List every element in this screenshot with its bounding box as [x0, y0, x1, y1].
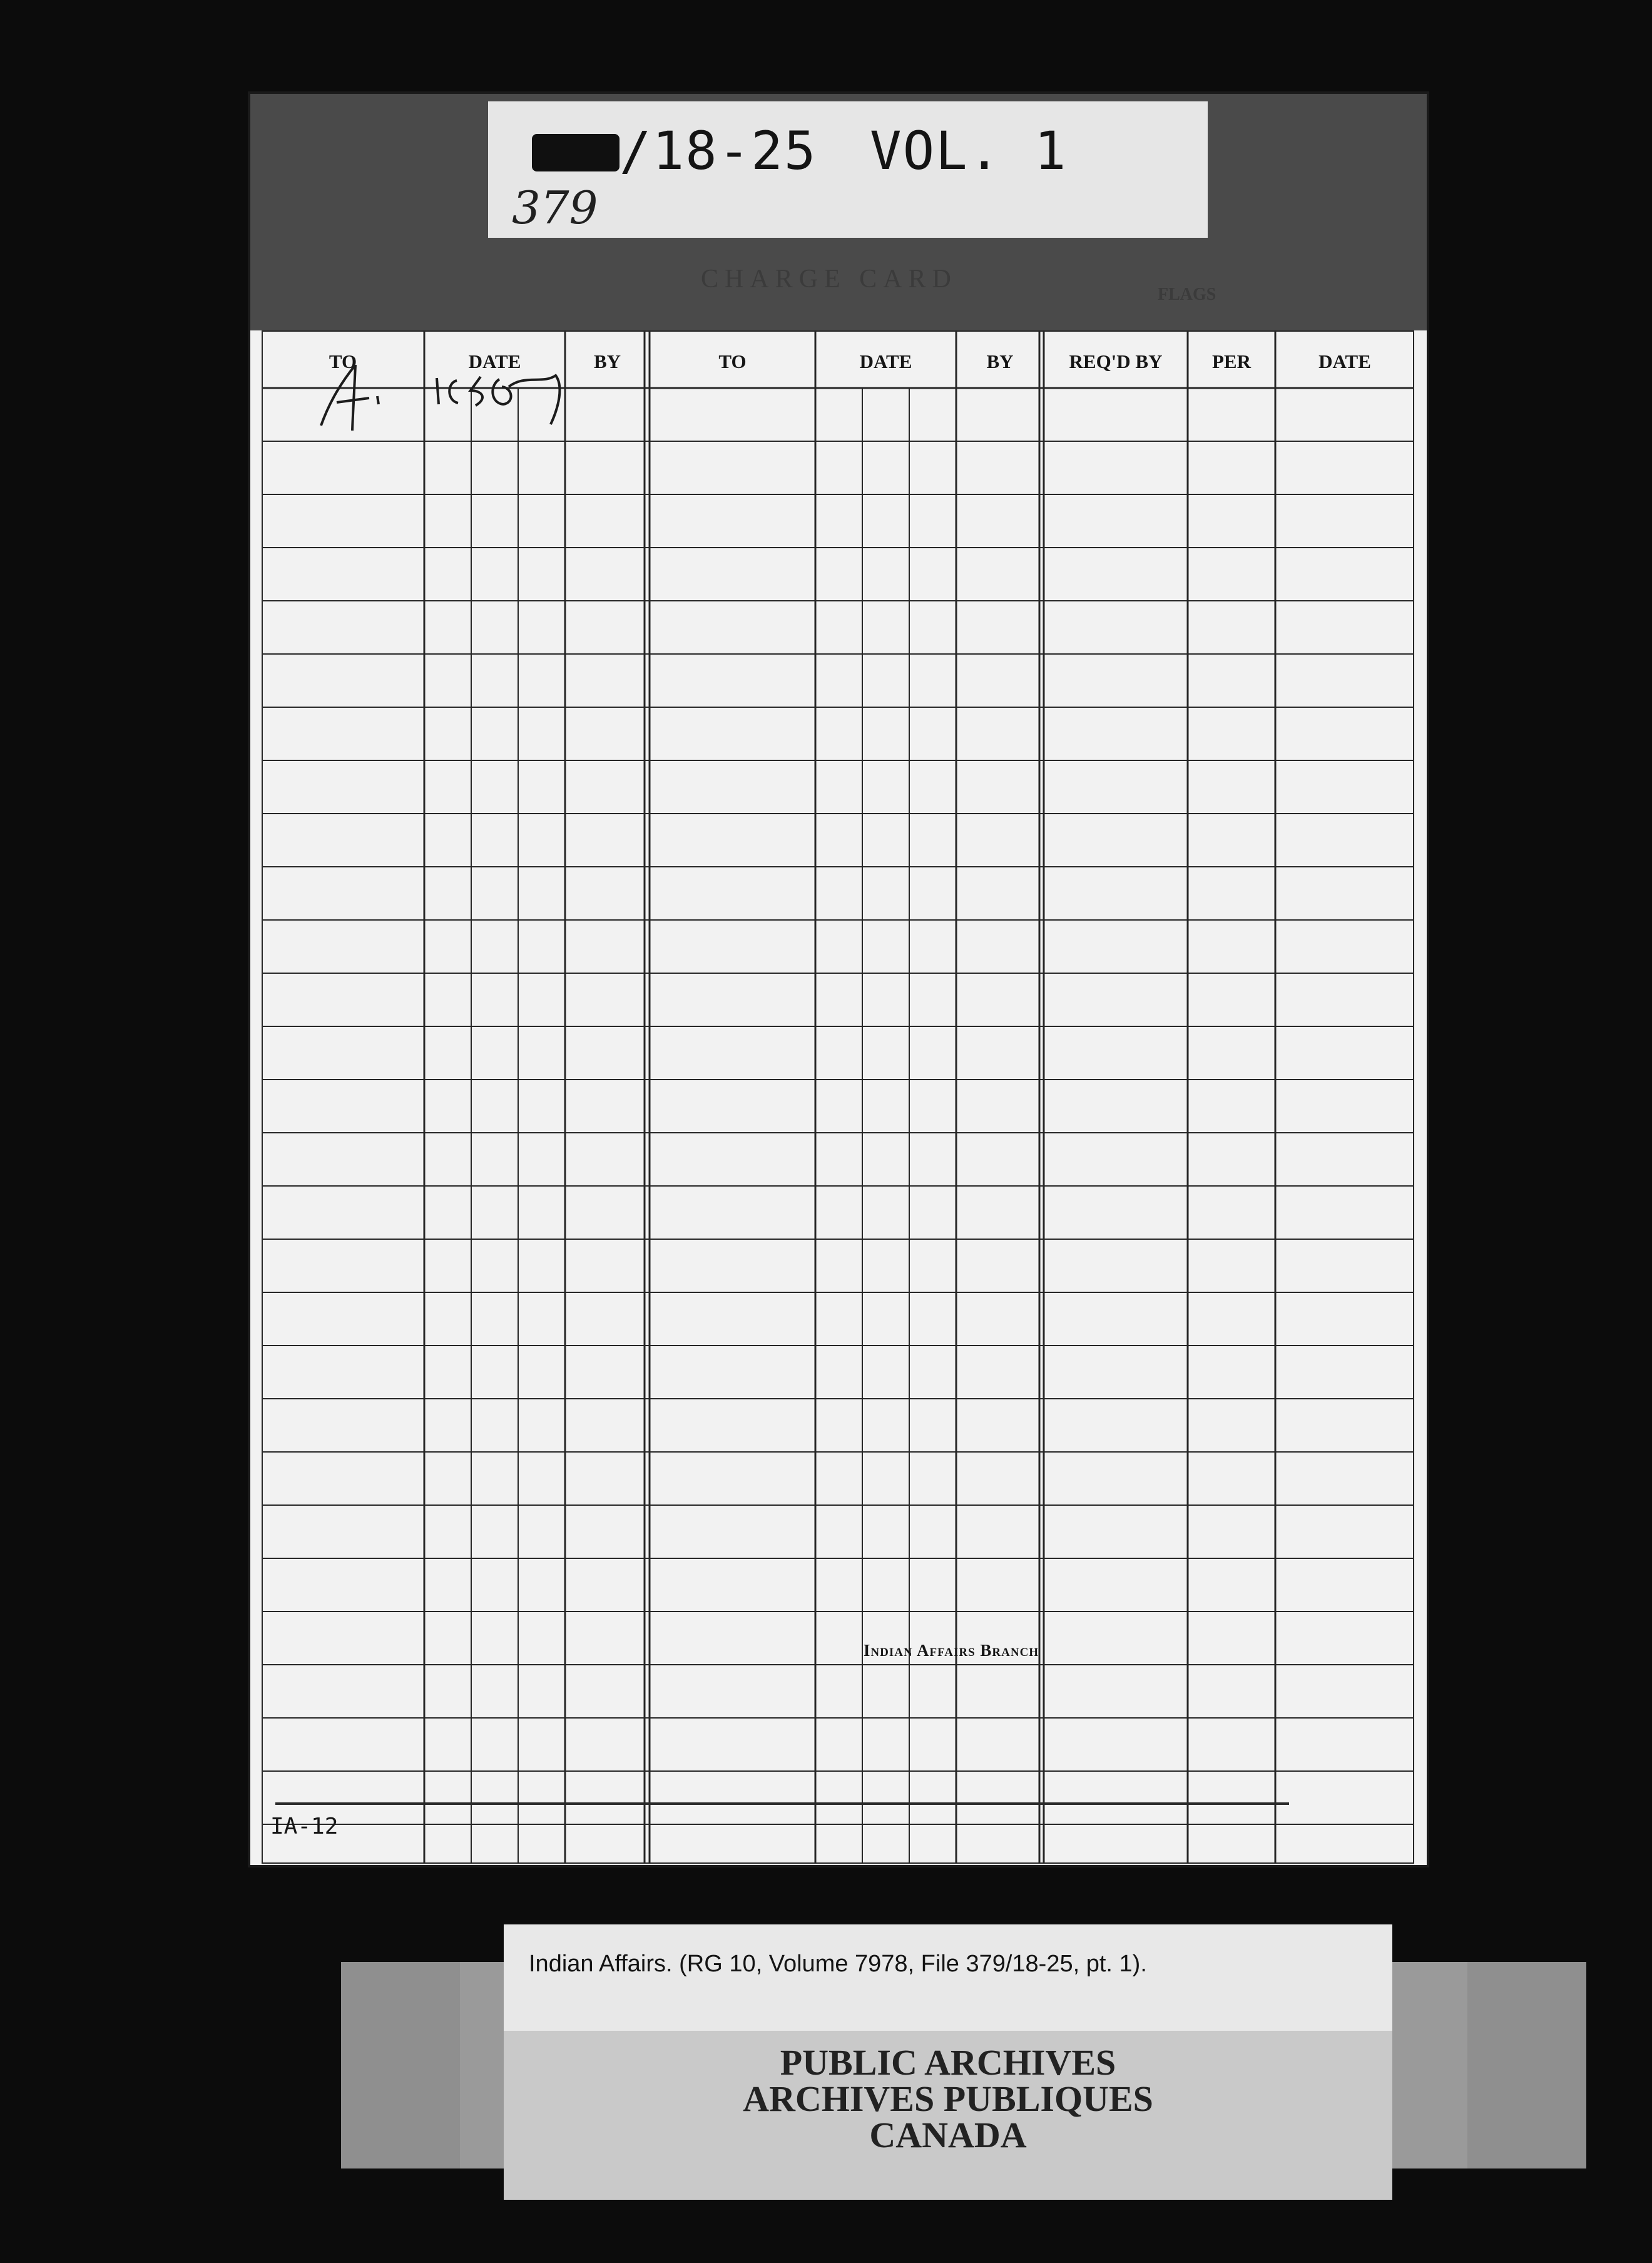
column-header-by: BY: [593, 350, 621, 372]
column-header-date: DATE: [468, 350, 521, 372]
citation-strip: [504, 1924, 1392, 2031]
column-header-reqd-by: REQ'D BY: [1069, 350, 1163, 372]
redaction-block: [532, 134, 620, 171]
column-header-per: PER: [1212, 350, 1251, 372]
volume-number: VOL. 1: [870, 120, 1068, 181]
card-header-band: [250, 94, 1427, 330]
stamp-line-french: ARCHIVES PUBLIQUES: [743, 2078, 1153, 2119]
grid-lines: [262, 330, 1414, 1864]
charge-grid: [262, 330, 1414, 1864]
file-label: [488, 101, 1208, 238]
column-header-to: TO: [329, 350, 357, 372]
column-header-by-2: BY: [986, 350, 1014, 372]
banner-left-tab: [341, 1962, 460, 2168]
charge-card: [250, 94, 1427, 1865]
form-code: IA-12: [270, 1814, 339, 1839]
citation-text: Indian Affairs. (RG 10, Volume 7978, File 379/18-25, pt. 1).: [529, 1951, 1147, 1977]
banner-right-tab: [1467, 1962, 1586, 2168]
bottom-rule: [275, 1802, 1289, 1805]
branch-label: Indian Affairs Branch: [863, 1641, 1039, 1660]
file-number: /18-25: [620, 120, 817, 181]
stamp-line-country: CANADA: [869, 2115, 1027, 2155]
column-header-date-2: DATE: [859, 350, 912, 372]
column-header-date-3: DATE: [1318, 350, 1371, 372]
flags-label: FLAGS: [1158, 285, 1216, 304]
handwritten-file-number: 379: [512, 181, 598, 234]
column-header-to-2: TO: [718, 350, 747, 372]
stamp-line-english: PUBLIC ARCHIVES: [780, 2042, 1116, 2083]
archive-stamp: [504, 2031, 1392, 2200]
card-title: CHARGE CARD: [701, 265, 957, 294]
